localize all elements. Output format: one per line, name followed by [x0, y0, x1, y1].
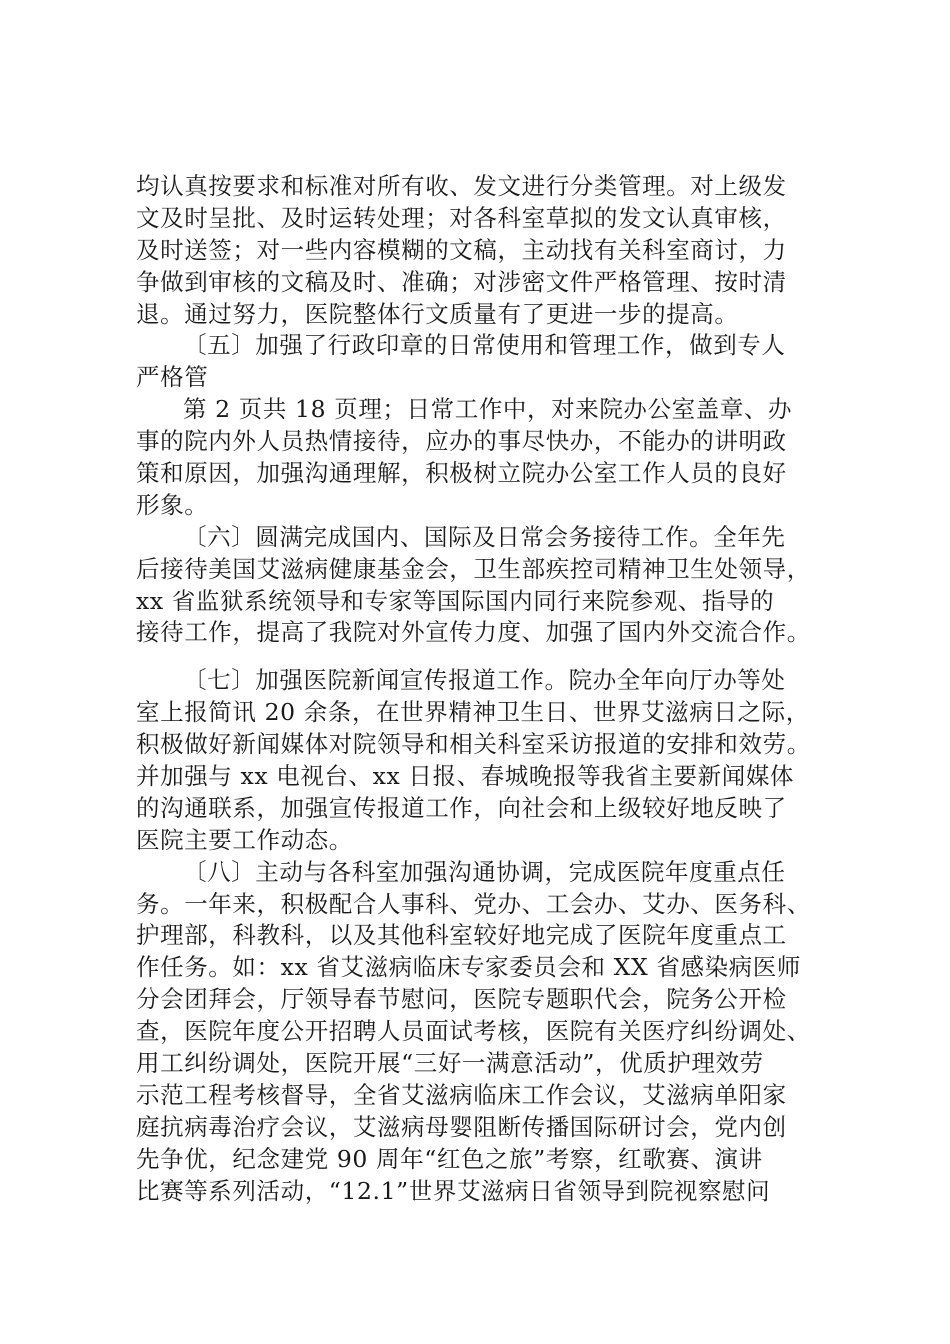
text-line: 用工纠纷调处，医院开展“三好一满意活动”，优质护理效劳: [136, 1049, 764, 1078]
text-line: 医院主要工作动态。: [136, 825, 353, 854]
text-line: 积极做好新闻媒体对院领导和相关科室采访报道的安排和效劳。: [136, 730, 811, 759]
text-line: 室上报简讯 20 余条，在世界精神卫生日、世界艾滋病日之际，: [136, 698, 810, 727]
text-line: 作任务。如：xx 省艾滋病临床专家委员会和 XX 省感染病医师: [136, 953, 801, 982]
text-line: 先争优，纪念建党 90 周年“红色之旅”考察，红歌赛、演讲: [136, 1144, 763, 1173]
section-heading-8: 〔八〕主动与各科室加强沟通协调，完成医院年度重点任: [183, 857, 786, 886]
text-line: 的沟通联系，加强宣传报道工作，向社会和上级较好地反映了: [136, 793, 787, 822]
text-line: 严格管: [136, 363, 209, 392]
paragraph-gap: [136, 649, 836, 665]
text-line: 并加强与 xx 电视台、xx 日报、春城晚报等我省主要新闻媒体: [136, 762, 795, 791]
text-line: 文及时呈批、及时运转处理；对各科室草拟的发文认真审核，: [136, 203, 787, 232]
text-line: 事的院内外人员热情接待，应办的事尽快办，不能办的讲明政: [136, 427, 787, 456]
text-line: 示范工程考核督导，全省艾滋病临床工作会议，艾滋病单阳家: [136, 1080, 787, 1109]
text-line: 后接待美国艾滋病健康基金会，卫生部疾控司精神卫生处领导，: [136, 554, 811, 583]
text-line: 及时送签；对一些内容模糊的文稿，主动找有关科室商讨，力: [136, 235, 787, 264]
section-heading-5: 〔五〕加强了行政印章的日常使用和管理工作，做到专人: [183, 331, 786, 360]
text-line: 策和原因，加强沟通理解，积极树立院办公室工作人员的良好: [136, 459, 787, 488]
text-line: 比赛等系列活动，“12.1”世界艾滋病日省领导到院视察慰问: [136, 1176, 771, 1205]
text-line: 均认真按要求和标准对所有收、发文进行分类管理。对上级发: [136, 172, 787, 200]
text-line: 务。一年来，积极配合人事科、党办、工会办、艾办、医务科、: [136, 889, 811, 918]
text-line: 退。通过努力，医院整体行文质量有了更进一步的提高。: [136, 299, 739, 328]
page-marker-line: 第 2 页共 18 页理；日常工作中，对来院办公室盖章、办: [183, 395, 793, 424]
text-line: 形象。: [136, 490, 209, 519]
document-page: [136, 171, 836, 1208]
text-line: 护理部，科教科，以及其他科室较好地完成了医院年度重点工: [136, 921, 787, 950]
text-line: xx 省监狱系统领导和专家等国际国内同行来院参观、指导的: [136, 586, 775, 615]
text-line: 争做到审核的文稿及时、准确；对涉密文件严格管理、按时清: [136, 267, 787, 296]
section-heading-6: 〔六〕圆满完成国内、国际及日常会务接待工作。全年先: [183, 522, 786, 551]
text-line: 分会团拜会，厅领导春节慰问，医院专题职代会，院务公开检: [136, 985, 787, 1014]
text-line: 庭抗病毒治疗会议，艾滋病母婴阻断传播国际研讨会，党内创: [136, 1112, 787, 1141]
text-line: 查，医院年度公开招聘人员面试考核，医院有关医疗纠纷调处、: [136, 1017, 811, 1046]
section-heading-7: 〔七〕加强医院新闻宣传报道工作。院办全年向厅办等处: [183, 666, 786, 695]
text-line: 接待工作，提高了我院对外宣传力度、加强了国内外交流合作。: [136, 618, 811, 647]
